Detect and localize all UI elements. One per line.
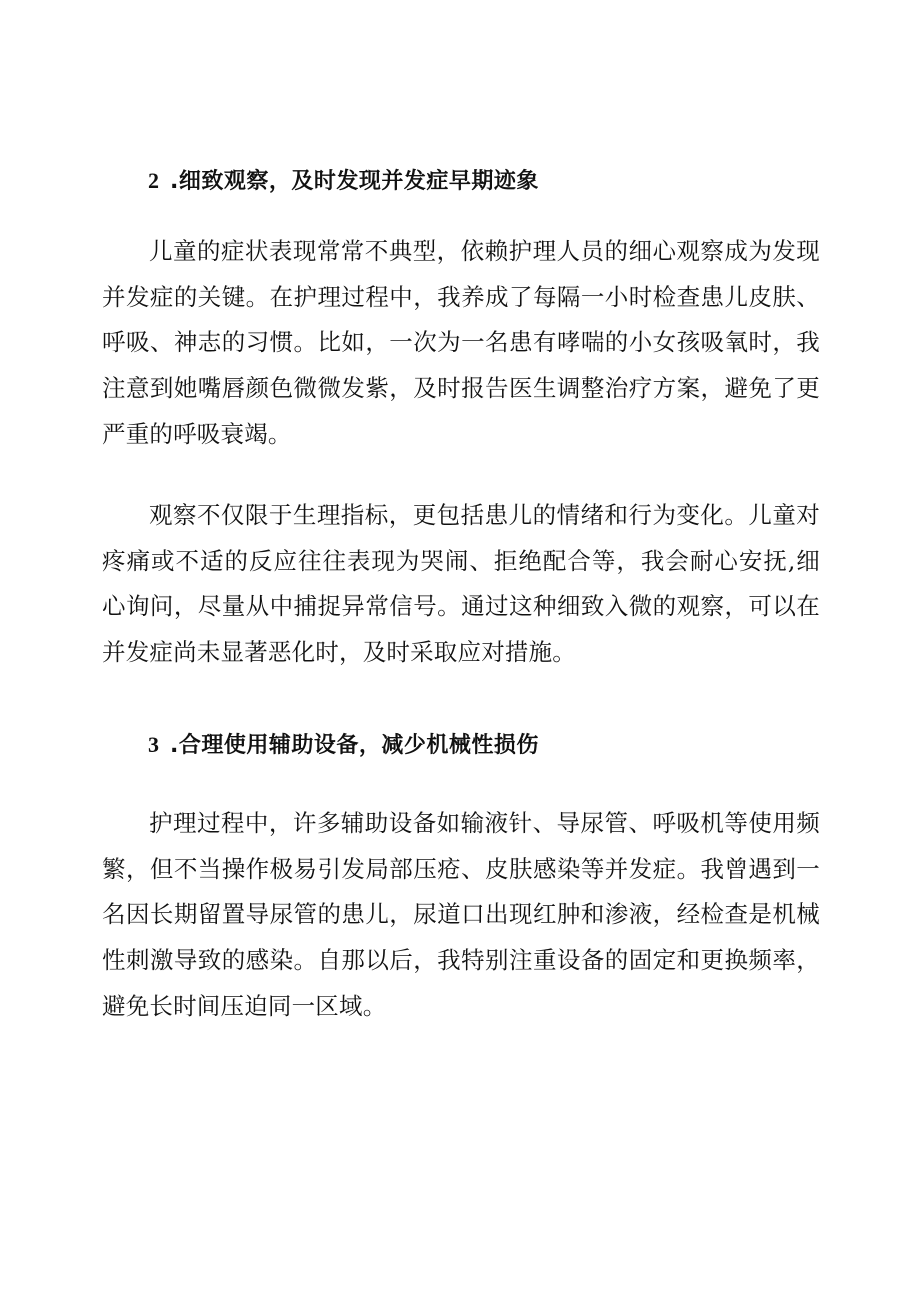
section-title: .合理使用辅助设备，减少机械性损伤 [170, 733, 539, 758]
section-heading-3 [148, 730, 539, 761]
section-number: 3 [148, 732, 160, 757]
paragraph: 护理过程中，许多辅助设备如输液针、导尿管、呼吸机等使用频繁，但不当操作极易引发局部压疮、皮肤感染等并发症。我曾遇到一名因长期留置导尿管的患儿，尿道口出现红肿和渗液，经检查是机械性刺激导致的感染。自那以后，我特别注重设备的固定和更换频率，避免长时间压迫同一区域。 [102, 809, 820, 1020]
paragraph: 儿童的症状表现常常不典型，依赖护理人员的细心观察成为发现并发症的关键。在护理过程中，我养成了每隔一小时检查患儿皮肤、呼吸、神志的习惯。比如，一次为一名患有哮喘的小女孩吸氧时，我注意到她嘴唇颜色微微发紫，及时报告医生调整治疗方案，避免了更严重的呼吸衰竭。 [102, 237, 820, 448]
section-number: 2 [148, 168, 160, 193]
section-title: .细致观察，及时发现并发症早期迹象 [170, 169, 539, 194]
section-heading-2 [148, 166, 539, 197]
paragraph: 观察不仅限于生理指标，更包括患儿的情绪和行为变化。儿童对疼痛或不适的反应往往表现为哭闹、拒绝配合等，我会耐心安抚,细心询问，尽量从中捕捉异常信号。通过这种细致入微的观察，可以在并发症尚未显著恶化时，及时采取应对措施。 [102, 501, 820, 667]
